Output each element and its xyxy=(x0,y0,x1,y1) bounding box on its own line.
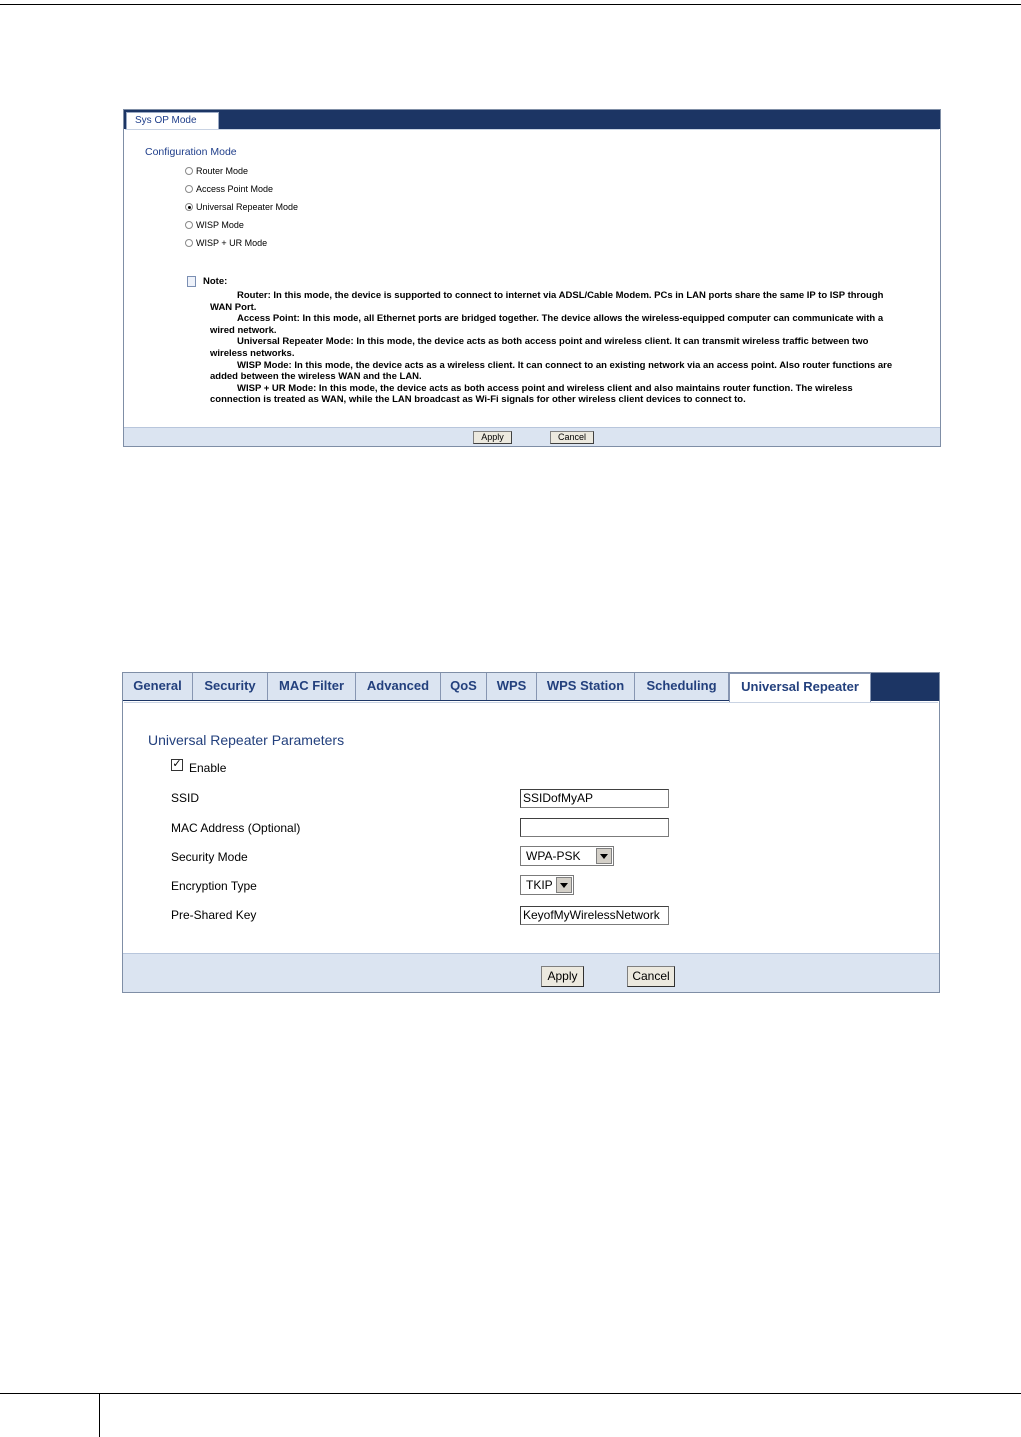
tab-advanced[interactable]: Advanced xyxy=(356,673,441,700)
tab-wps[interactable]: WPS xyxy=(487,673,537,700)
chevron-down-icon[interactable] xyxy=(596,848,612,864)
universal-repeater-panel xyxy=(122,672,940,993)
tab-wps-station[interactable]: WPS Station xyxy=(537,673,635,700)
cancel-button[interactable]: Cancel xyxy=(627,966,675,987)
radio-universal-repeater-mode[interactable] xyxy=(185,202,298,212)
chevron-down-icon[interactable] xyxy=(556,877,572,893)
pre-shared-key-input[interactable]: KeyofMyWirelessNetwork xyxy=(520,906,669,925)
encryption-type-label: Encryption Type xyxy=(171,879,257,893)
note-title: Note: xyxy=(203,276,228,287)
note-text xyxy=(210,290,900,406)
radio-label: WISP Mode xyxy=(196,220,244,230)
tab-bar xyxy=(123,673,939,701)
radio-button[interactable] xyxy=(185,185,193,193)
radio-router-mode[interactable] xyxy=(185,166,248,176)
note-universal-repeater: Universal Repeater Mode: In this mode, the device acts as both access point and wireless client. It can transmit wireless traffic between two wireless networks. xyxy=(210,336,869,359)
enable-label: Enable xyxy=(189,761,227,775)
tab-general[interactable]: General xyxy=(123,673,193,700)
sys-op-footer xyxy=(124,427,940,446)
radio-access-point-mode[interactable] xyxy=(185,184,273,194)
pre-shared-key-label: Pre-Shared Key xyxy=(171,908,257,922)
ssid-label: SSID xyxy=(171,791,200,805)
tab-mac-filter[interactable]: MAC Filter xyxy=(268,673,356,700)
radio-label: Access Point Mode xyxy=(196,184,274,194)
tab-bar xyxy=(124,110,940,129)
apply-button[interactable]: Apply xyxy=(541,966,584,987)
tab-sys-op-mode[interactable]: Sys OP Mode xyxy=(126,112,219,129)
radio-label: WISP + UR Mode xyxy=(196,238,268,248)
mac-address-label: MAC Address (Optional) xyxy=(171,821,301,835)
apply-button[interactable]: Apply xyxy=(473,431,512,444)
tab-security[interactable]: Security xyxy=(193,673,268,700)
ssid-input[interactable]: SSIDofMyAP xyxy=(520,789,669,808)
sys-op-mode-panel xyxy=(123,109,941,447)
enable-checkbox[interactable]: ✓ xyxy=(172,758,182,770)
radio-label: Router Mode xyxy=(196,166,249,176)
mac-address-input[interactable] xyxy=(520,818,669,837)
note-wisp: WISP Mode: In this mode, the device acts as a wireless client. It can connect to an existing network via an access point. Also router functions are added between the wireless WAN and the LAN. xyxy=(210,359,893,383)
radio-button[interactable] xyxy=(185,221,193,229)
radio-button[interactable] xyxy=(185,167,193,175)
footer-rule xyxy=(100,1393,1021,1394)
security-mode-select[interactable] xyxy=(520,846,614,866)
page-number-box xyxy=(0,1393,100,1437)
radio-button[interactable] xyxy=(185,203,193,211)
radio-wisp-mode[interactable] xyxy=(185,220,244,230)
universal-repeater-parameters-title: Universal Repeater Parameters xyxy=(148,732,345,748)
configuration-mode-title: Configuration Mode xyxy=(145,146,237,158)
note-icon xyxy=(187,276,196,287)
cancel-button[interactable]: Cancel xyxy=(550,431,594,444)
radio-button[interactable] xyxy=(185,239,193,247)
radio-label: Universal Repeater Mode xyxy=(196,202,299,212)
tab-qos[interactable]: QoS xyxy=(441,673,487,700)
note-wisp-ur: WISP + UR Mode: In this mode, the device acts as both access point and wireless client and also maintains router function. The wireless connection is treated as WAN, while the LAN broadcast as Wi-Fi signals for other wireless client devices to connect to. xyxy=(210,382,853,406)
radio-wisp-ur-mode[interactable] xyxy=(185,238,267,248)
note-router: Router: In this mode, the device is supported to connect to internet via ADSL/Cable Modem. PCs in LAN ports share the same IP to ISP through WAN Port. xyxy=(210,290,884,313)
encryption-type-value: TKIP xyxy=(526,878,553,892)
note-access-point: Access Point: In this mode, all Ethernet ports are bridged together. The device allows the wireless-equipped computer can communicate with a wired network. xyxy=(210,313,884,336)
encryption-type-select[interactable] xyxy=(520,875,574,895)
security-mode-label: Security Mode xyxy=(171,850,248,864)
header-rule xyxy=(0,4,1021,5)
tab-universal-repeater[interactable]: Universal Repeater xyxy=(729,673,871,702)
universal-repeater-footer xyxy=(123,953,939,992)
security-mode-value: WPA-PSK xyxy=(526,849,581,863)
tab-scheduling[interactable]: Scheduling xyxy=(635,673,729,700)
